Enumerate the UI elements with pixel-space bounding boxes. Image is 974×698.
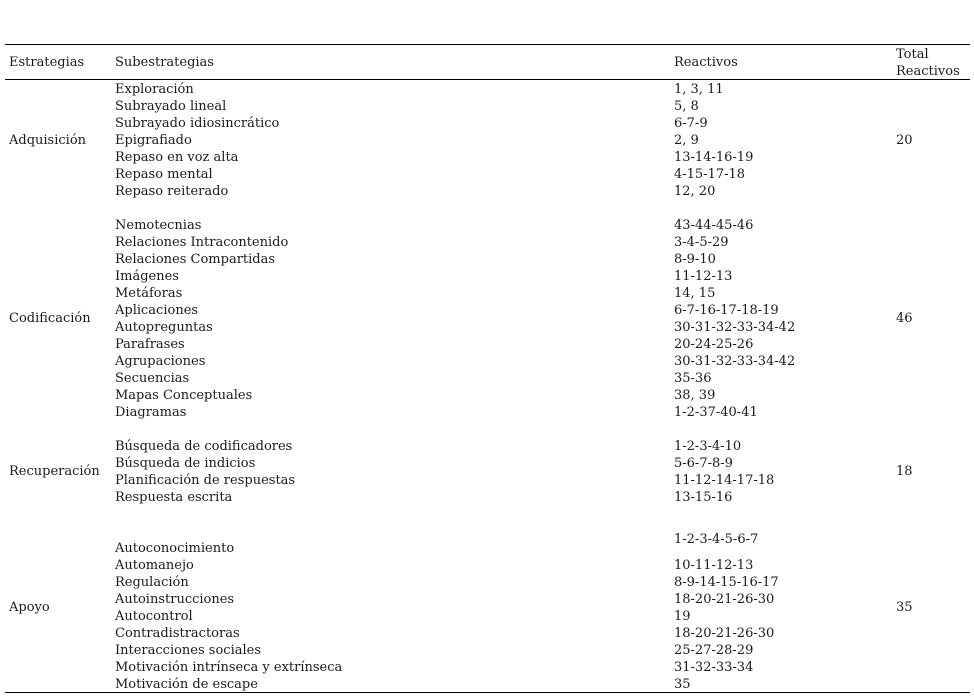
substrategy-cell: Motivación de escape	[115, 677, 258, 692]
substrategy-cell: Agrupaciones	[115, 354, 206, 369]
items-cell: 30-31-32-33-34-42	[674, 320, 796, 335]
substrategy-cell: Mapas Conceptuales	[115, 388, 253, 403]
substrategy-cell: Respuesta escrita	[115, 490, 233, 505]
substrategy-cell: Parafrases	[115, 337, 185, 352]
substrategy-cell: Diagramas	[115, 405, 187, 420]
items-cell: 2, 9	[674, 133, 699, 148]
strategy-cell: Apoyo	[9, 600, 50, 615]
items-cell: 18-20-21-26-30	[674, 626, 775, 641]
items-cell: 12, 20	[674, 184, 716, 199]
items-cell: 38, 39	[674, 388, 716, 403]
items-cell: 13-15-16	[674, 490, 733, 505]
substrategy-cell: Aplicaciones	[115, 303, 199, 318]
items-cell: 6-7-9	[674, 116, 708, 131]
substrategy-cell: Exploración	[115, 82, 194, 97]
substrategy-cell: Subrayado lineal	[115, 99, 227, 114]
header-rule	[5, 79, 970, 80]
items-cell: 1-2-3-4-5-6-7	[674, 532, 759, 547]
substrategy-cell: Regulación	[115, 575, 189, 590]
items-cell: 31-32-33-34	[674, 660, 754, 675]
total-cell: 46	[896, 311, 913, 326]
total-cell: 20	[896, 133, 913, 148]
substrategy-cell: Repaso en voz alta	[115, 150, 239, 165]
items-cell: 18-20-21-26-30	[674, 592, 775, 607]
items-cell: 8-9-14-15-16-17	[674, 575, 779, 590]
items-cell: 14, 15	[674, 286, 716, 301]
items-cell: 11-12-14-17-18	[674, 473, 775, 488]
strategy-cell: Recuperación	[9, 464, 100, 479]
substrategy-cell: Autopreguntas	[115, 320, 213, 335]
substrategy-cell: Contradistractoras	[115, 626, 240, 641]
substrategy-cell: Nemotecnias	[115, 218, 202, 233]
substrategy-cell: Automanejo	[115, 558, 194, 573]
substrategy-cell: Repaso reiterado	[115, 184, 229, 199]
items-cell: 6-7-16-17-18-19	[674, 303, 779, 318]
items-cell: 13-14-16-19	[674, 150, 754, 165]
items-cell: 10-11-12-13	[674, 558, 754, 573]
items-cell: 30-31-32-33-34-42	[674, 354, 796, 369]
items-cell: 43-44-45-46	[674, 218, 754, 233]
header-substrategy: Subestrategias	[115, 55, 214, 70]
substrategy-cell: Relaciones Intracontenido	[115, 235, 289, 250]
items-cell: 5, 8	[674, 99, 699, 114]
substrategy-cell: Relaciones Compartidas	[115, 252, 276, 267]
items-cell: 5-6-7-8-9	[674, 456, 733, 471]
bottom-rule	[5, 692, 970, 693]
items-cell: 3-4-5-29	[674, 235, 729, 250]
header-total-line2: Reactivos	[896, 64, 960, 79]
header-total-line1: Total	[896, 47, 929, 62]
substrategy-cell: Búsqueda de codificadores	[115, 439, 293, 454]
substrategy-cell: Subrayado idiosincrático	[115, 116, 280, 131]
total-cell: 35	[896, 600, 913, 615]
substrategy-cell: Imágenes	[115, 269, 179, 284]
items-cell: 20-24-25-26	[674, 337, 754, 352]
strategy-cell: Adquisición	[9, 133, 87, 148]
items-cell: 4-15-17-18	[674, 167, 746, 182]
substrategy-cell: Metáforas	[115, 286, 183, 301]
substrategy-cell: Interacciones sociales	[115, 643, 262, 658]
total-cell: 18	[896, 464, 913, 479]
substrategy-cell: Autoinstrucciones	[115, 592, 235, 607]
items-cell: 1, 3, 11	[674, 82, 724, 97]
items-cell: 1-2-37-40-41	[674, 405, 758, 420]
substrategy-cell: Autocontrol	[115, 609, 193, 624]
items-cell: 35	[674, 677, 691, 692]
substrategy-cell: Autoconocimiento	[115, 541, 235, 556]
substrategy-cell: Motivación intrínseca y extrínseca	[115, 660, 343, 675]
substrategy-cell: Repaso mental	[115, 167, 213, 182]
items-cell: 11-12-13	[674, 269, 733, 284]
substrategy-cell: Epigrafiado	[115, 133, 192, 148]
strategy-cell: Codificación	[9, 311, 91, 326]
items-cell: 25-27-28-29	[674, 643, 754, 658]
items-cell: 35-36	[674, 371, 712, 386]
substrategy-cell: Secuencias	[115, 371, 190, 386]
top-rule	[5, 44, 970, 45]
header-strategy: Estrategias	[9, 55, 85, 70]
items-cell: 1-2-3-4-10	[674, 439, 742, 454]
substrategy-cell: Búsqueda de indicios	[115, 456, 256, 471]
substrategy-cell: Planificación de respuestas	[115, 473, 296, 488]
items-cell: 19	[674, 609, 691, 624]
items-cell: 8-9-10	[674, 252, 716, 267]
header-items: Reactivos	[674, 55, 738, 70]
